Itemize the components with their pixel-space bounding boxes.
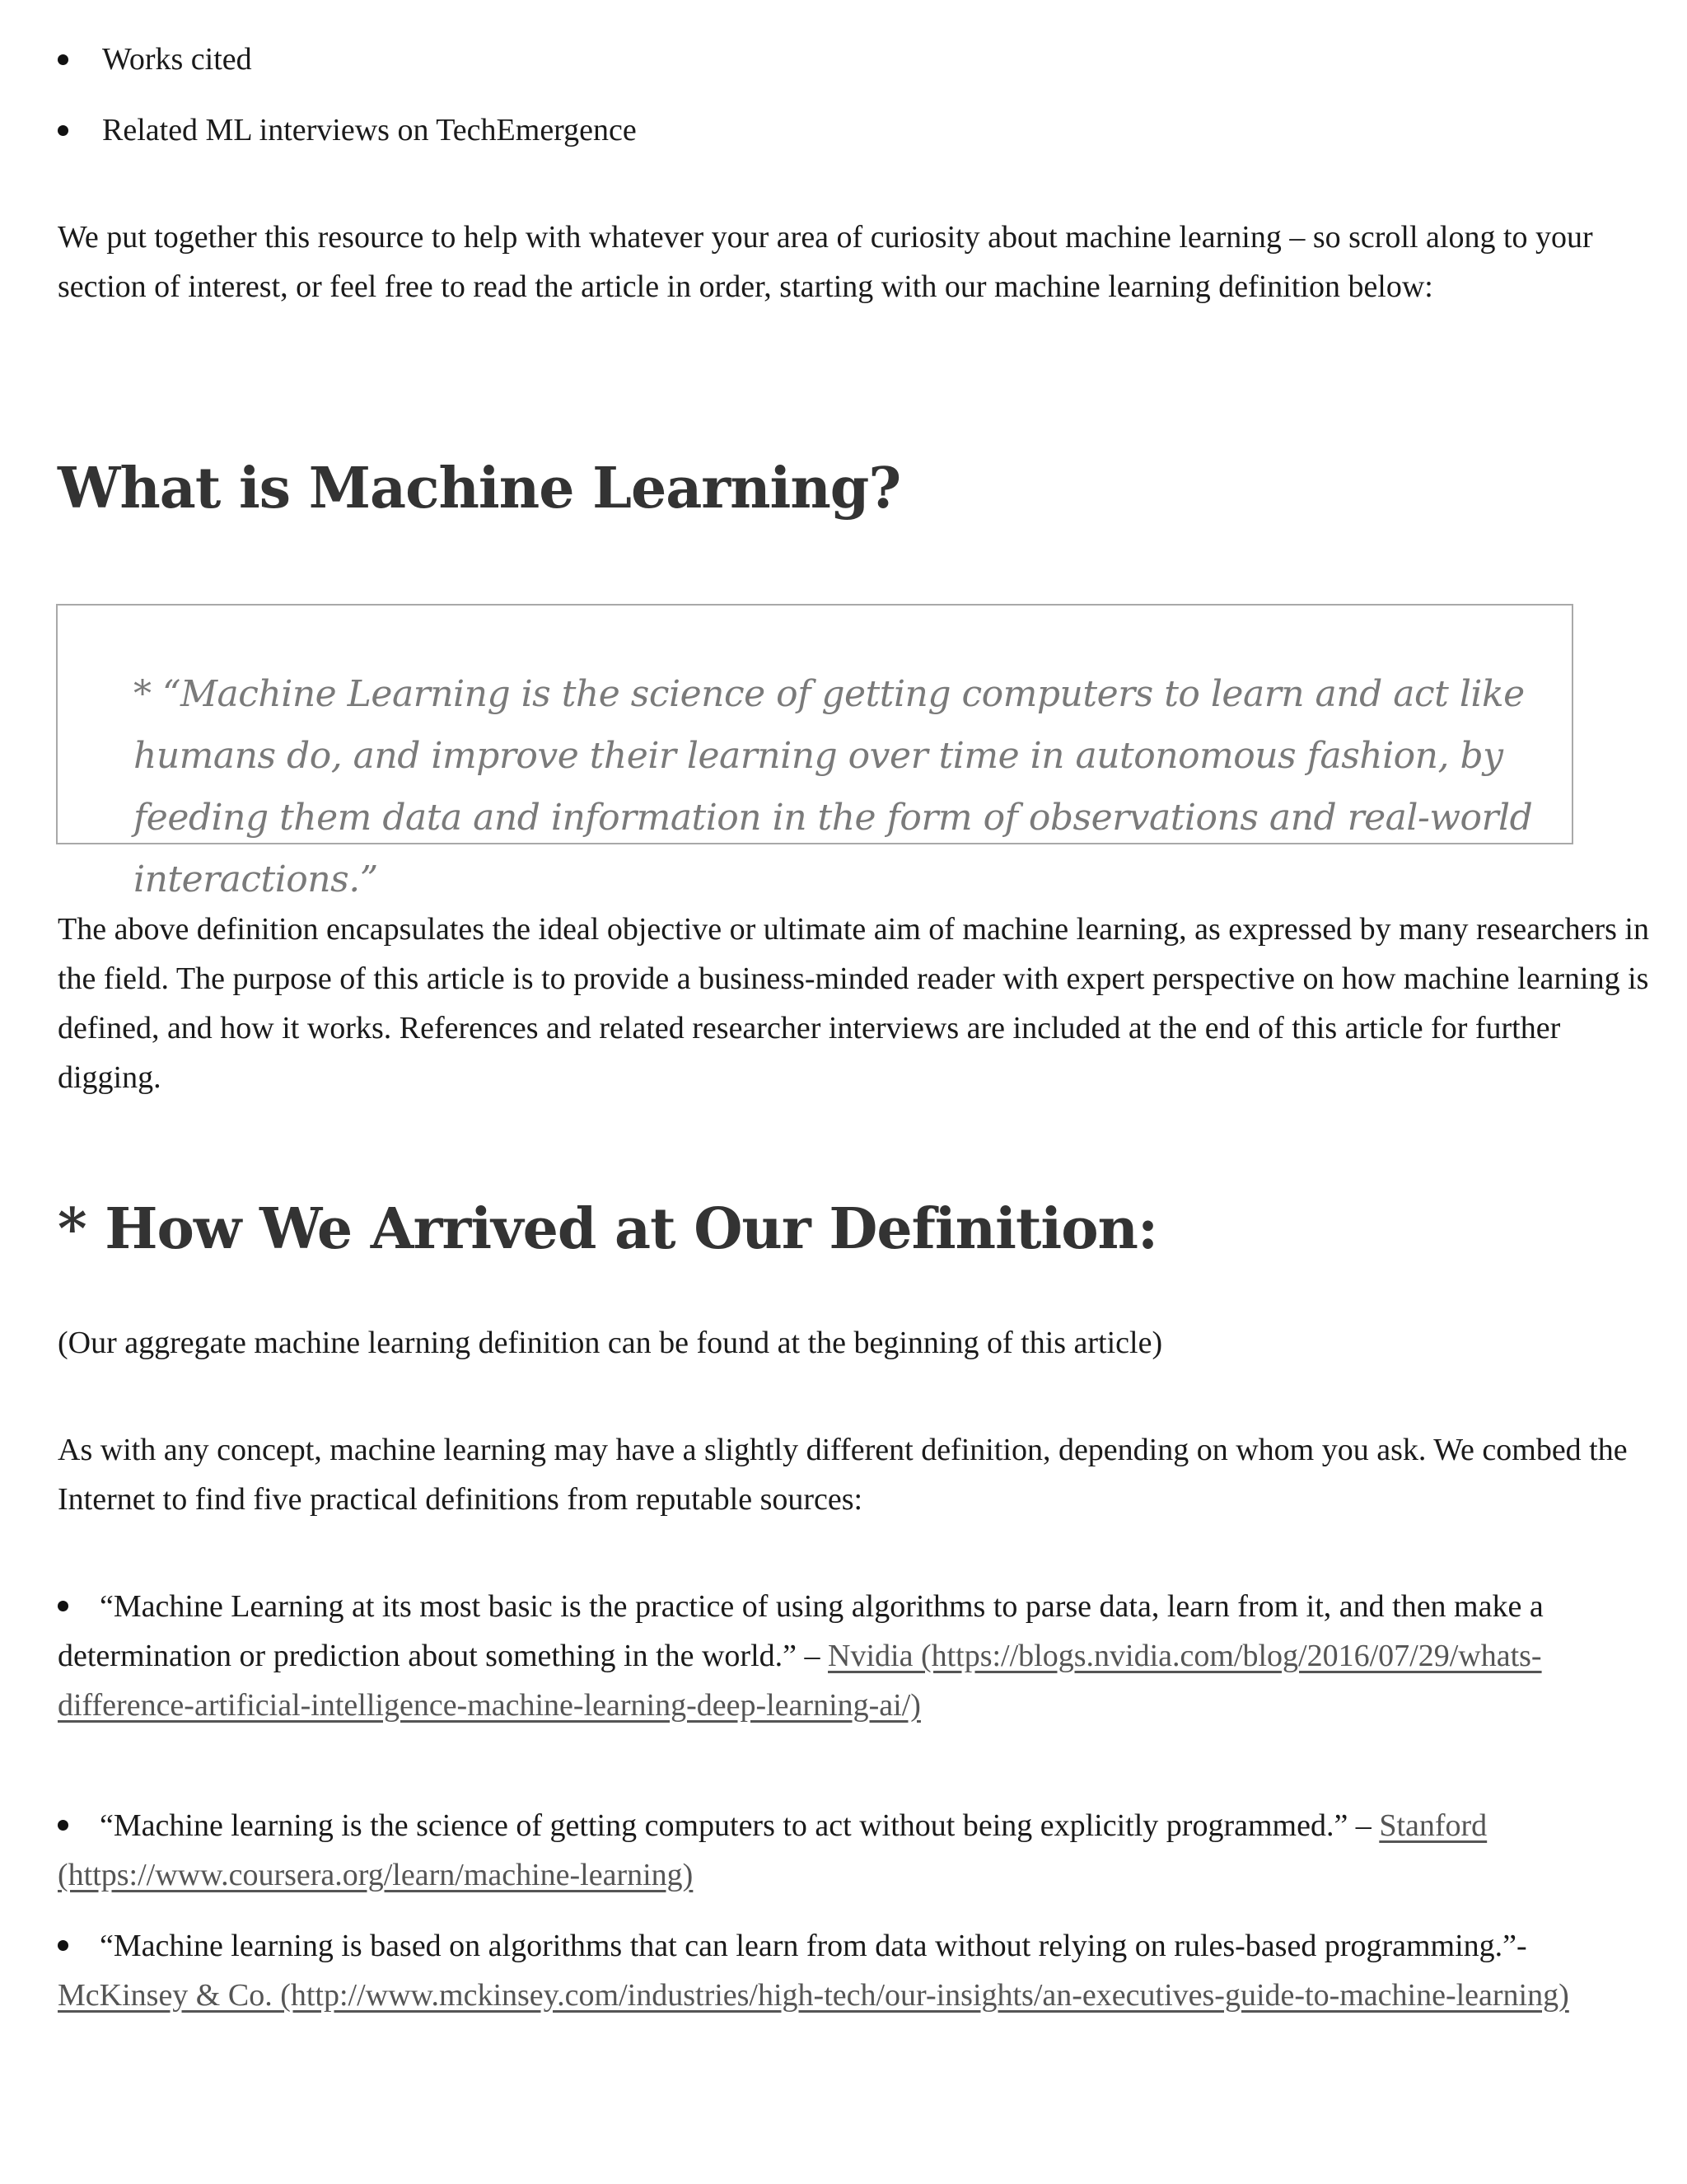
list-item-definition-stanford [58, 1801, 1652, 1900]
bullet-dot [58, 125, 68, 136]
intro-paragraph: We put together this resource to help with whatever your area of curiosity about machine learning – so scroll along to your section of interest, or feel free to read the article in order, starting with our machine learning definition below: [58, 220, 1593, 304]
bullet-dot [58, 1820, 68, 1831]
definition-quote: “Machine learning is based on algorithms that can learn from data without relying on rules-based programming.”- [100, 1929, 1527, 1963]
bullet-dot [58, 1601, 68, 1611]
definition-blockquote [56, 604, 1573, 900]
definition-quote-text: * “Machine Learning is the science of getting computers to learn and act like humans do, and improve their learning over time in autonomous fashion, by feeding them data and information in the form of observations and real-world interactions.” [133, 673, 1533, 900]
list-item-label: Works cited [102, 42, 252, 77]
stanford-source-link[interactable]: Stanford (https://www.coursera.org/learn/machine-learning) [58, 1808, 1488, 1892]
aggregate-definition-note: (Our aggregate machine learning definition can be found at the beginning of this article) [58, 1326, 1163, 1360]
definition-quote: “Machine learning is the science of getting computers to act without being explicitly programmed.” – [100, 1808, 1372, 1843]
bullet-dot [58, 54, 68, 65]
definition-quote: “Machine Learning at its most basic is the practice of using algorithms to parse data, learn from it, and then make a determination or prediction about something in the world.” – [58, 1589, 1544, 1673]
mckinsey-source-link[interactable]: McKinsey & Co. (http://www.mckinsey.com/industries/high-tech/our-insights/an-executives-guide-to-machine-learning) [58, 1978, 1569, 2013]
nvidia-source-link[interactable]: Nvidia (https://blogs.nvidia.com/blog/2016/07/29/whats-difference-artificial-intelligence-machine-learning-deep-learning-ai/) [58, 1639, 1542, 1723]
section-heading-how-we-arrived: * How We Arrived at Our Definition: [58, 1196, 1158, 1262]
bullet-dot [58, 1940, 68, 1951]
list-item-label: Related ML interviews on TechEmergence [102, 113, 637, 147]
list-item-definition-mckinsey [58, 1921, 1652, 2020]
section-heading-what-is-ml: What is Machine Learning? [58, 456, 901, 521]
definitions-intro-paragraph: As with any concept, machine learning may have a slightly different definition, depending on whom you ask. We combed the Internet to find five practical definitions from reputable sources: [58, 1433, 1628, 1517]
list-item-definition-nvidia [58, 1582, 1652, 1730]
definition-explanation-paragraph: The above definition encapsulates the ideal objective or ultimate aim of machine learning, as expressed by many researchers in the field. The purpose of this article is to provide a business-minded reader with expert perspective on how machine learning is defined, and how it works. References and related researcher interviews are included at the end of this article for further digging. [58, 912, 1649, 1095]
